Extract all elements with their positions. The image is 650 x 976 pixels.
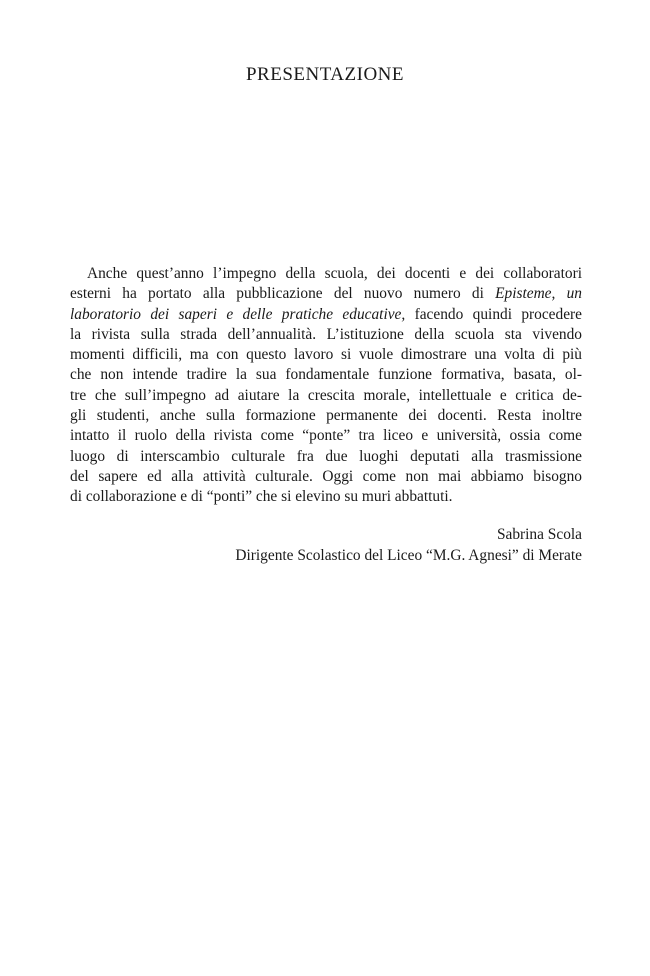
paragraph-line: esterni ha portato alla pubblicazione del nuovo numero di Episteme, un [70,285,582,303]
paragraph-line: intatto il ruolo della rivista come “ponte” tra liceo e università, ossia come [70,427,582,445]
paragraph-line: la rivista sulla strada dell’annualità. L’istituzione della scuola sta vivendo [70,325,582,343]
paragraph-line: del sapere ed alla attività culturale. Oggi come non mai abbiamo bisogno [70,467,582,485]
signature-block [70,524,582,566]
signatory-role: Dirigente Scolastico del Liceo “M.G. Agnesi” di Merate [235,547,582,564]
paragraph-line: Anche quest’anno l’impegno della scuola, dei docenti e dei collaboratori [87,265,582,282]
paragraph-line: gli studenti, anche sulla formazione permanente dei docenti. Resta inoltre [70,407,582,425]
page-title: PRESENTAZIONE [245,64,405,85]
paragraph-line: di collaborazione e di “ponti” che si elevino su muri abbattuti. [70,488,453,506]
signatory-name: Sabrina Scola [496,526,582,543]
paragraph-line: laboratorio dei saperi e delle pratiche educative, facendo quindi procedere [70,305,582,323]
journal-subtitle-italic: laboratorio dei saperi e delle pratiche educative, [70,305,406,323]
paragraph-line: luogo di interscambio culturale fra due luoghi deputati alla trasmissione [70,447,582,465]
journal-title-italic: Episteme, un [495,285,582,303]
presentation-paragraph [70,264,582,508]
paragraph-line: che non intende tradire la sua fondamentale funzione formativa, basata, ol- [70,366,582,384]
paragraph-line: tre che sull’impegno ad aiutare la crescita morale, intellettuale e critica de- [70,386,582,404]
paragraph-line: momenti difficili, ma con questo lavoro si vuole dimostrare una volta di più [70,346,582,364]
